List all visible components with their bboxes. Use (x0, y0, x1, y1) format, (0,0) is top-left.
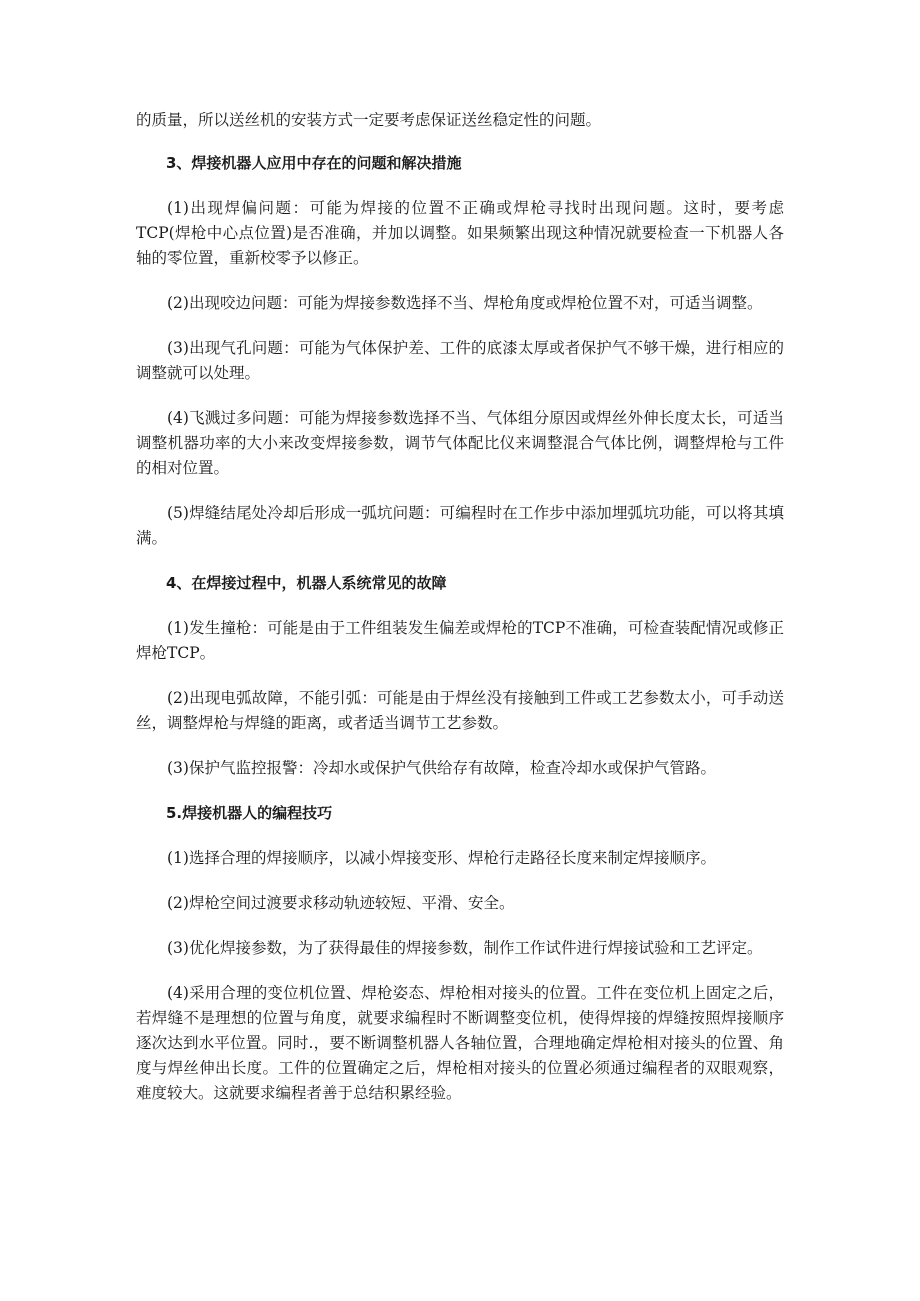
section-5-item-1: (1)选择合理的焊接顺序，以减小焊接变形、焊枪行走路径长度来制定焊接顺序。 (167, 849, 716, 867)
section-4-item-2: (2)出现电弧故障，不能引弧：可能是由于焊丝没有接触到工件或工艺参数太小，可手动送丝，调整焊枪与焊缝的距离，或者适当调节工艺参数。 (136, 689, 784, 732)
section-3-heading: 3、焊接机器人应用中存在的问题和解决措施 (166, 154, 462, 172)
section-3-item-2: (2)出现咬边问题：可能为焊接参数选择不当、焊枪角度或焊枪位置不对，可适当调整。 (167, 294, 763, 312)
document-page (136, 108, 784, 1126)
section-4-item-3: (3)保护气监控报警：冷却水或保护气供给存有故障，检查冷却水或保护气管路。 (167, 759, 716, 777)
section-5-item-3: (3)优化焊接参数，为了获得最佳的焊接参数，制作工作试件进行焊接试验和工艺评定。 (167, 939, 763, 957)
section-5-item-4: (4)采用合理的变位机位置、焊枪姿态、焊枪相对接头的位置。工件在变位机上固定之后，若焊缝不是理想的位置与角度，就要求编程时不断调整变位机，使得焊接的焊缝按照焊接顺序逐次达到水平位置。同时.，要不断调整机器人各轴位置，合理地确定焊枪相对接头的位置、角度与焊丝伸出长度。工件的位置确定之后，焊枪相对接头的位置必须通过编程者的双眼观察，难度较大。这就要求编程者善于总结积累经验。 (136, 984, 784, 1102)
section-4-heading: 4、在焊接过程中，机器人系统常见的故障 (166, 574, 447, 592)
section-4-item-1: (1)发生撞枪：可能是由于工件组装发生偏差或焊枪的TCP不准确，可检查装配情况或修正焊枪TCP。 (136, 619, 784, 662)
section-3-item-1: (1)出现焊偏问题：可能为焊接的位置不正确或焊枪寻找时出现问题。这时，要考虑TCP(焊枪中心点位置)是否准确，并加以调整。如果频繁出现这种情况就要检查一下机器人各轴的零位置，重新校零予以修正。 (136, 199, 784, 267)
section-3-item-4: (4)飞溅过多问题：可能为焊接参数选择不当、气体组分原因或焊丝外伸长度太长，可适当调整机器功率的大小来改变焊接参数，调节气体配比仪来调整混合气体比例，调整焊枪与工件的相对位置。 (136, 409, 784, 477)
section-3-item-5: (5)焊缝结尾处冷却后形成一弧坑问题：可编程时在工作步中添加埋弧坑功能，可以将其填满。 (136, 504, 784, 547)
section-3-item-3: (3)出现气孔问题：可能为气体保护差、工件的底漆太厚或者保护气不够干燥，进行相应的调整就可以处理。 (136, 339, 784, 382)
section-5-heading: 5.焊接机器人的编程技巧 (166, 804, 333, 822)
section-5-item-2: (2)焊枪空间过渡要求移动轨迹较短、平滑、安全。 (167, 894, 515, 912)
intro-continuation: 的质量，所以送丝机的安装方式一定要考虑保证送丝稳定性的问题。 (136, 111, 602, 129)
